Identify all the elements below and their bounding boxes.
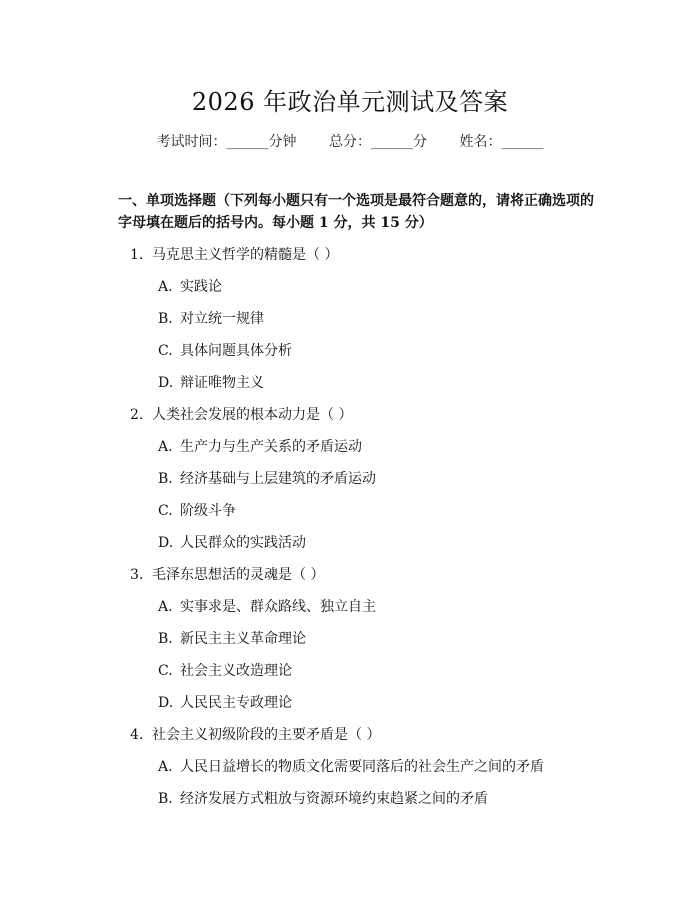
option-letter: A.	[158, 599, 173, 615]
exam-score: 总分：______分	[329, 134, 427, 150]
option	[158, 468, 376, 488]
question-number: 2.	[130, 407, 144, 423]
option-letter: B.	[158, 631, 173, 647]
option-text: 实践论	[180, 279, 222, 295]
option-letter: A.	[158, 279, 173, 295]
option-text: 经济发展方式粗放与资源环境约束趋紧之间的矛盾	[180, 791, 488, 807]
option-letter: D.	[158, 535, 174, 551]
question-text: 马克思主义哲学的精髓是（ ）	[152, 247, 339, 263]
option	[158, 788, 488, 808]
question-text: 人类社会发展的根本动力是（ ）	[152, 407, 353, 423]
option	[158, 660, 292, 680]
option-text: 社会主义改造理论	[180, 663, 292, 679]
option-text: 经济基础与上层建筑的矛盾运动	[180, 471, 376, 487]
option-text: 具体问题具体分析	[180, 343, 292, 359]
option	[158, 532, 306, 552]
option	[158, 596, 376, 616]
option-text: 对立统一规律	[180, 311, 264, 327]
option-text: 新民主主义革命理论	[180, 631, 306, 647]
option	[158, 500, 236, 520]
option	[158, 340, 292, 360]
question-number: 4.	[130, 727, 144, 743]
question	[130, 244, 338, 264]
option-letter: A.	[158, 439, 173, 455]
question	[130, 404, 352, 424]
question-text: 毛泽东思想活的灵魂是（ ）	[152, 567, 325, 583]
option-text: 生产力与生产关系的矛盾运动	[180, 439, 362, 455]
section-heading: 一、单项选择题（下列每小题只有一个选项是最符合题意的，请将正确选项的字母填在题后的括号内。每小题 1 分，共 15 分）	[118, 193, 594, 231]
option-letter: C.	[158, 343, 173, 359]
option-letter: C.	[158, 503, 173, 519]
question	[130, 564, 324, 584]
option-text: 人民群众的实践活动	[180, 535, 306, 551]
option	[158, 756, 544, 776]
option-text: 人民日益增长的物质文化需要同落后的社会生产之间的矛盾	[180, 759, 544, 775]
option	[158, 692, 292, 712]
option	[158, 276, 222, 296]
option	[158, 436, 362, 456]
option	[158, 628, 306, 648]
option-letter: A.	[158, 759, 173, 775]
option-text: 人民民主专政理论	[180, 695, 292, 711]
option-text: 实事求是、群众路线、独立自主	[180, 599, 376, 615]
page-title: 2026 年政治单元测试及答案	[191, 88, 509, 116]
question	[130, 724, 380, 744]
option-letter: C.	[158, 663, 173, 679]
exam-time: 考试时间：______分钟	[156, 134, 297, 150]
option-letter: B.	[158, 311, 173, 327]
exam-name: 姓名：______	[459, 134, 544, 150]
option	[158, 372, 264, 392]
option-letter: B.	[158, 471, 173, 487]
option-letter: B.	[158, 791, 173, 807]
option-text: 辩证唯物主义	[180, 375, 264, 391]
option-text: 阶级斗争	[180, 503, 236, 519]
question-number: 1.	[130, 247, 144, 263]
question-number: 3.	[130, 567, 144, 583]
question-text: 社会主义初级阶段的主要矛盾是（ ）	[152, 727, 381, 743]
option-letter: D.	[158, 695, 174, 711]
option-letter: D.	[158, 375, 174, 391]
exam-meta	[0, 131, 700, 151]
option	[158, 308, 264, 328]
